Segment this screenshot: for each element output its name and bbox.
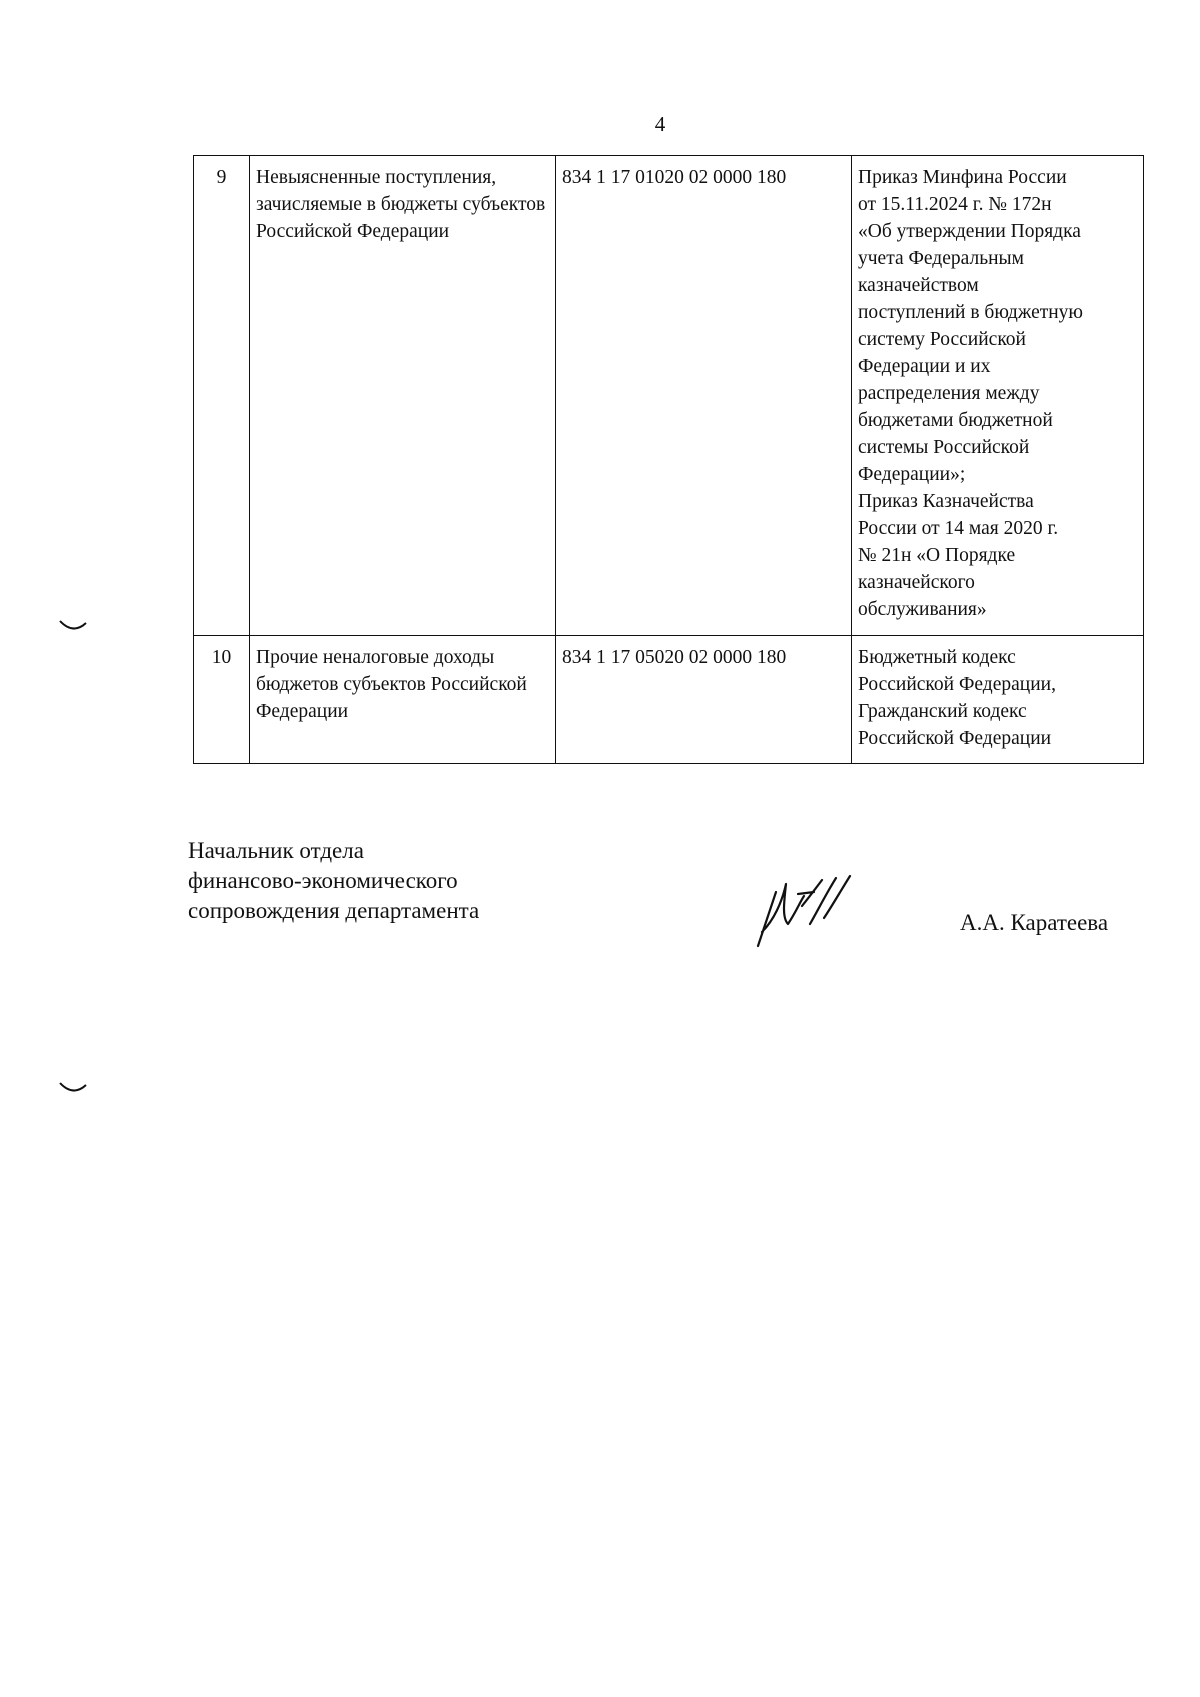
signer-position-line: Начальник отдела bbox=[188, 838, 364, 863]
signer-position-line: сопровождения департамента bbox=[188, 898, 480, 923]
budget-code: 834 1 17 01020 02 0000 180 bbox=[556, 156, 852, 636]
income-codes-table bbox=[193, 155, 1144, 764]
legal-basis-line: России от 14 мая 2020 г. bbox=[858, 518, 1059, 539]
legal-basis-line: казначейского bbox=[858, 572, 975, 593]
legal-basis-line: бюджетами бюджетной bbox=[858, 410, 1053, 431]
legal-basis-line: системы Российской bbox=[858, 437, 1030, 458]
table-row bbox=[194, 636, 1144, 764]
legal-basis-line: Приказ Минфина России bbox=[858, 167, 1067, 188]
legal-basis-line: поступлений в бюджетную bbox=[858, 302, 1083, 323]
legal-basis-line: Федерации»; bbox=[858, 464, 966, 485]
legal-basis-line: учета Федеральным bbox=[858, 248, 1024, 269]
income-name: Невыясненные поступления, зачисляемые в бюджеты субъектов Российской Федерации bbox=[250, 156, 556, 636]
budget-code: 834 1 17 05020 02 0000 180 bbox=[556, 636, 852, 764]
signer-position-line: финансово-экономического bbox=[188, 868, 458, 893]
row-number: 10 bbox=[194, 636, 250, 764]
legal-basis-line: распределения между bbox=[858, 383, 1040, 404]
legal-basis-line: Гражданский кодекс bbox=[858, 701, 1027, 722]
page-number: 4 bbox=[654, 112, 666, 136]
legal-basis-line: казначейством bbox=[858, 275, 979, 296]
table-row bbox=[194, 156, 1144, 636]
legal-basis bbox=[852, 156, 1144, 636]
handwritten-signature bbox=[752, 872, 862, 950]
signer-name: А.А. Каратеева bbox=[960, 910, 1109, 935]
legal-basis bbox=[852, 636, 1144, 764]
legal-basis-line: систему Российской bbox=[858, 329, 1026, 350]
legal-basis-line: Российской Федерации, bbox=[858, 674, 1056, 695]
legal-basis-line: от 15.11.2024 г. № 172н bbox=[858, 194, 1052, 215]
legal-basis-line: № 21н «О Порядке bbox=[858, 545, 1016, 566]
signer-position bbox=[188, 836, 479, 926]
legal-basis-line: Бюджетный кодекс bbox=[858, 647, 1016, 668]
income-name: Прочие неналоговые доходы бюджетов субъектов Российской Федерации bbox=[250, 636, 556, 764]
legal-basis-line: Федерации и их bbox=[858, 356, 991, 377]
legal-basis-line: «Об утверждении Порядка bbox=[858, 221, 1081, 242]
legal-basis-line: Российской Федерации bbox=[858, 728, 1052, 749]
legal-basis-line: обслуживания» bbox=[858, 599, 987, 620]
row-number: 9 bbox=[194, 156, 250, 636]
legal-basis-line: Приказ Казначейства bbox=[858, 491, 1034, 512]
margin-mark bbox=[58, 1081, 88, 1095]
margin-mark bbox=[58, 619, 88, 633]
